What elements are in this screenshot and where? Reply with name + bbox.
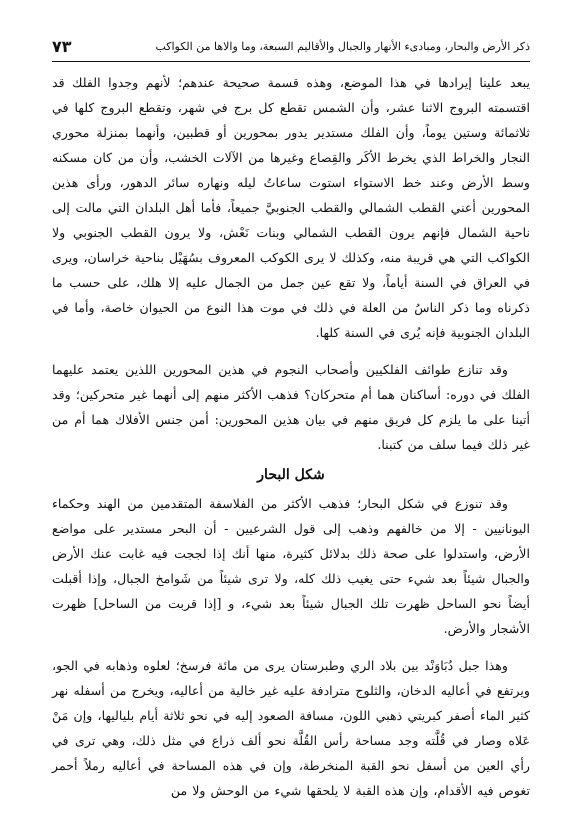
paragraph-axes: وقد تنازع طوائف الفلكيين وأصحاب النجوم في هذين المحورين اللذين يعتمد عليهما الفلك في دوره: أساكنان هما أم متحركان؟ فذهب الأكثر منهم إلى أنهما غير متحركين؛ وقد أتينا على ما يلزم كل فريق منهم في بيان هذين المحورين: أمن جنس الأفلاك هما أم من غير ذلك فيما سلف من كتبنا. [52, 362, 530, 452]
page-body [52, 70, 530, 803]
page-number: ٧٣ [52, 36, 72, 56]
paragraph-gap [52, 345, 530, 357]
paragraph-gap [52, 641, 530, 653]
paragraph-seas-shape: وقد تنوزع في شكل البحار؛ فذهب الأكثر من الفلاسفة المتقدمين من الهند وحكماء اليونانيين - إلا من خالفهم وذهب إلى قول الشرعيين - أن البحر مستدير على مواضع الأرض، واستدلوا على صحة ذلك بدلائل كثيرة، منها أنك إذا لججت فيه غابت عنك الأرض والجبال شيئاً بعد شيء حتى يغيب ذلك كله، ولا ترى شيئاً من شَوامخ الجبال، وإذا أقبلت أيضاً نحو الساحل ظهرت تلك الجبال شيئاً بعد شيء، و [إذا قربت من الساحل] ظهرت الأشجار والأرض. [52, 496, 530, 636]
paragraph-continuation: يبعد علينا إيرادها في هذا الموضع، وهذه قسمة صحيحة عندهم؛ لأنهم وجدوا الفلك قد اقتسمته البروج الاثنا عشر، وأن الشمس تقطع كل برج في شهر، وتقطع البروج كلها في ثلاثمائة وستين يوماً، وأن الفلك مستدير يدور بمحورين أو قطبين، وأنهما بمنزلة محوري النجار والخراط الذي يخرط الأكَر والقِصاع وغيرها من الآلات الخشب، وأن من كان مسكنه وسط الأرض وعند خط الاستواء استوت ساعاتُ ليله ونهاره سائر الدهور، ورأى هذين المحورين أعني القطب الشمالي والقطب الجنوبيَّ جميعاً، فأما أهل البلدان التي مالت إلى ناحية الشمال فإنهم يرون القطب الشمالي وبنات نَعْش، ولا يرون القطب الجنوبي ولا الكواكب التي هي قريبة منه، وكذلك لا يرى الكوكب المعروف بسُهَيْل بناحية خراسان، ويرى في العراق في السنة أياماً، ولا تقع عين جمل من الجمال عليه إلا هلك، على حسب ما ذكرناه وما ذكر الناسُ من العلة في ذلك في موت هذا النوع من الحيوان خاصة، وأما في البلدان الجنوبية فإنه يُرى في السنة كلها. [52, 75, 530, 340]
running-title: ذكر الأرض والبحار، ومبادىء الأنهار والجبال والأقاليم السبعة، وما والاها من الكواكب [155, 39, 530, 53]
page-header [52, 34, 530, 58]
section-heading: شكل البحار [257, 467, 325, 483]
header-rule [52, 61, 530, 62]
paragraph-mount-damavand: وهذا جبل دُبَاوَنْد بين بلاد الري وطبرستان يرى من مائة فرسخ؛ لعلوه وذهابه في الجو، ويرتفع في أعاليه الدخان، والثلوج مترادفة عليه غير خالية من أعاليه، ويخرج من أسفله نهر كثير الماء أصفر كبريتي ذهبي اللون، مسافة الصعود إليه في نحو ثلاثة أيام بلياليها، وإن مَنْ عَلاه وصار في قُلَّته وجد مساحة رأس القُلَّة نحو ألف ذراع في مثل ذلك، وهي ترى في رأي العين من أسفل نحو القبة المنخرطة، وإن في هذه المساحة في أعاليه رملاً أحمر تغوص فيه الأقدام، وإن هذه القبة لا يلحقها شيء من الوحش ولا من [52, 658, 530, 798]
